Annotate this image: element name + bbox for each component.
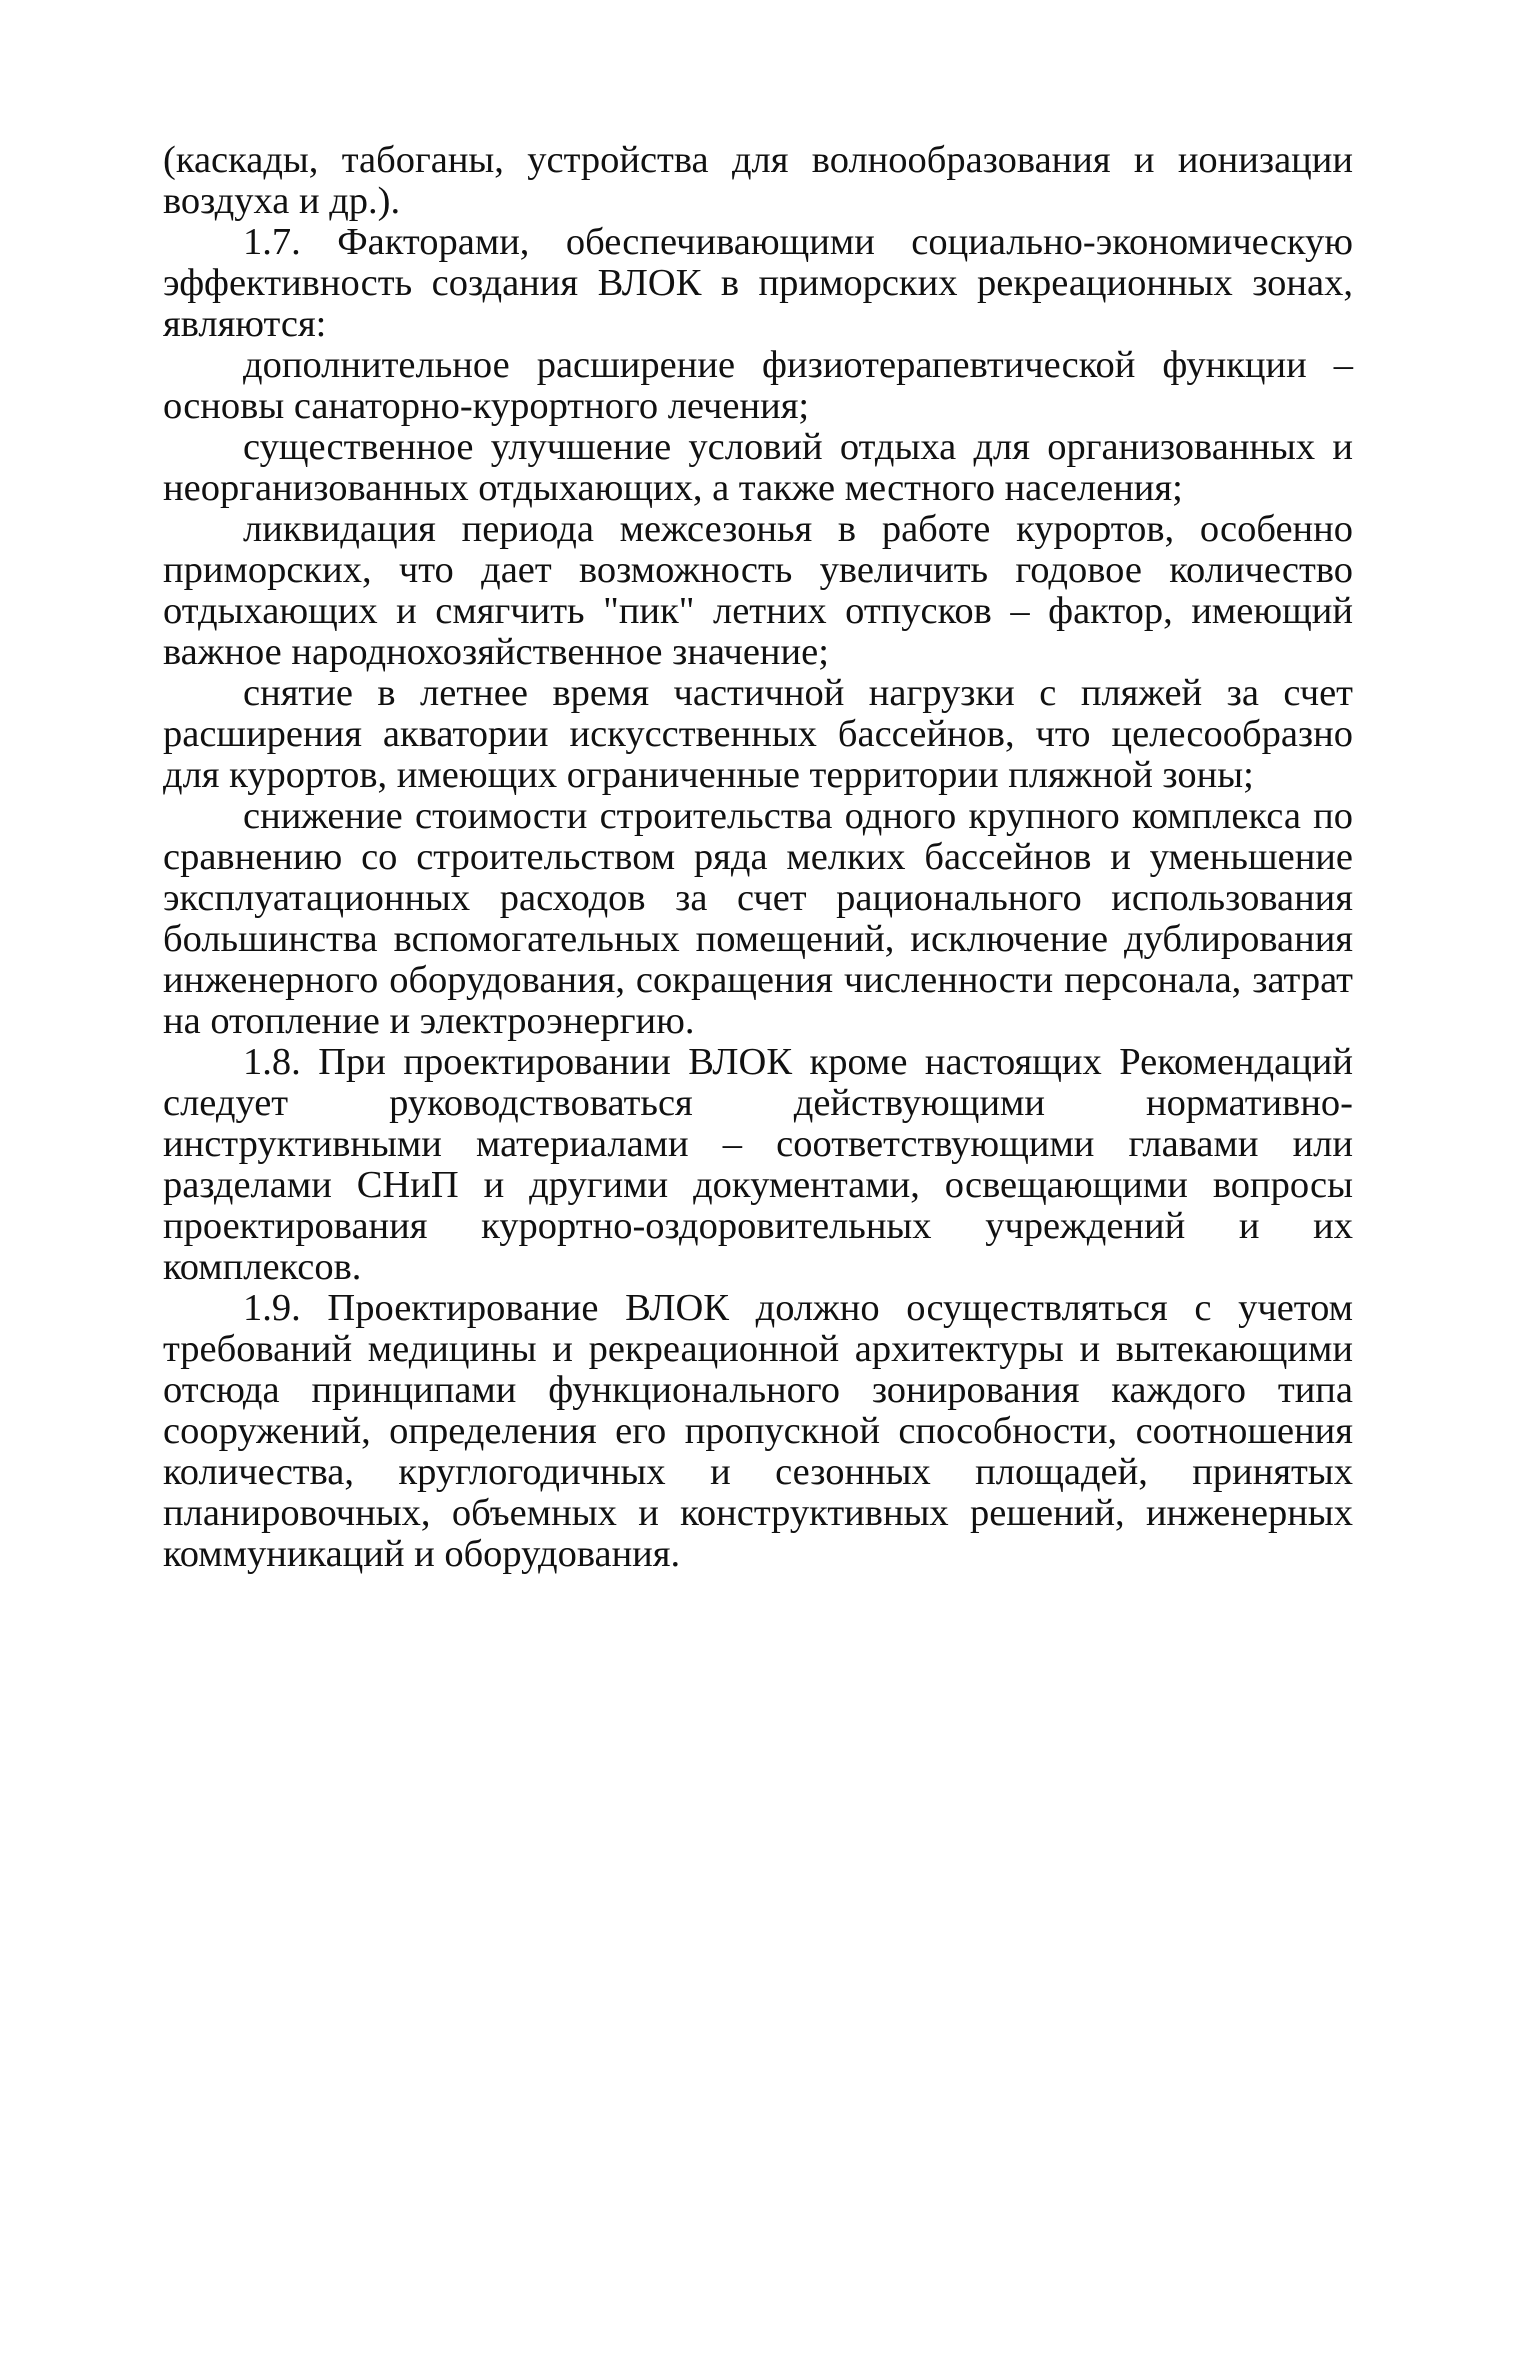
paragraph-number: 1.9. [243,1287,301,1329]
paragraph-1-8 [163,1042,1353,1288]
list-item-off-season [163,509,1353,673]
list-item-cost-reduction [163,796,1353,1042]
paragraph-text: При проектировании ВЛОК кроме настоящих Рекомендаций следует руководствоваться действующими нормативно-инструктивными материалами – соответствующими главами или разделами СНиП и другими документами, освещающими вопросы проектирования курортно-оздоровительных учреждений и их комплексов. [163,1041,1353,1288]
list-item-physiotherapy [163,345,1353,427]
list-item-text: ликвидация периода межсезонья в работе курортов, особенно приморских, что дает возможность увеличить годовое количество отдыхающих и смягчить "пик" летних отпусков – фактор, имеющий важное народнохозяйственное значение; [163,508,1353,673]
list-item-text: дополнительное расширение физиотерапевтической функции – основы санаторно-курортного лечения; [163,344,1353,427]
paragraph-text: Факторами, обеспечивающими социально-экономическую эффективность создания ВЛОК в приморских рекреационных зонах, являются: [163,221,1353,345]
list-item-beach-load [163,673,1353,796]
paragraph-text: Проектирование ВЛОК должно осуществляться с учетом требований медицины и рекреационной архитектуры и вытекающими отсюда принципами функционального зонирования каждого типа сооружений, определения его пропускной способности, соотношения количества, круглогодичных и сезонных площадей, принятых планировочных, объемных и конструктивных решений, инженерных коммуникаций и оборудования. [163,1287,1354,1575]
list-item-text: существенное улучшение условий отдыха для организованных и неорганизованных отдыхающих, а также местного населения; [163,426,1353,509]
document-page [163,140,1353,1575]
paragraph-number: 1.7. [243,221,301,263]
paragraph-1-9 [163,1288,1353,1575]
list-item-rest-conditions [163,427,1353,509]
list-item-text: снижение стоимости строительства одного крупного комплекса по сравнению со строительством ряда мелких бассейнов и уменьшение эксплуатационных расходов за счет рационального использования большинства вспомогательных помещений, исключение дублирования инженерного оборудования, сокращения численности персонала, затрат на отопление и электроэнергию. [163,795,1353,1042]
list-item-text: снятие в летнее время частичной нагрузки с пляжей за счет расширения акватории искусственных бассейнов, что целесообразно для курортов, имеющих ограниченные территории пляжной зоны; [163,672,1353,796]
paragraph-continuation [163,140,1353,222]
paragraph-text: (каскады, табоганы, устройства для волнообразования и ионизации воздуха и др.). [163,139,1353,222]
paragraph-number: 1.8. [243,1041,301,1083]
paragraph-1-7 [163,222,1353,345]
